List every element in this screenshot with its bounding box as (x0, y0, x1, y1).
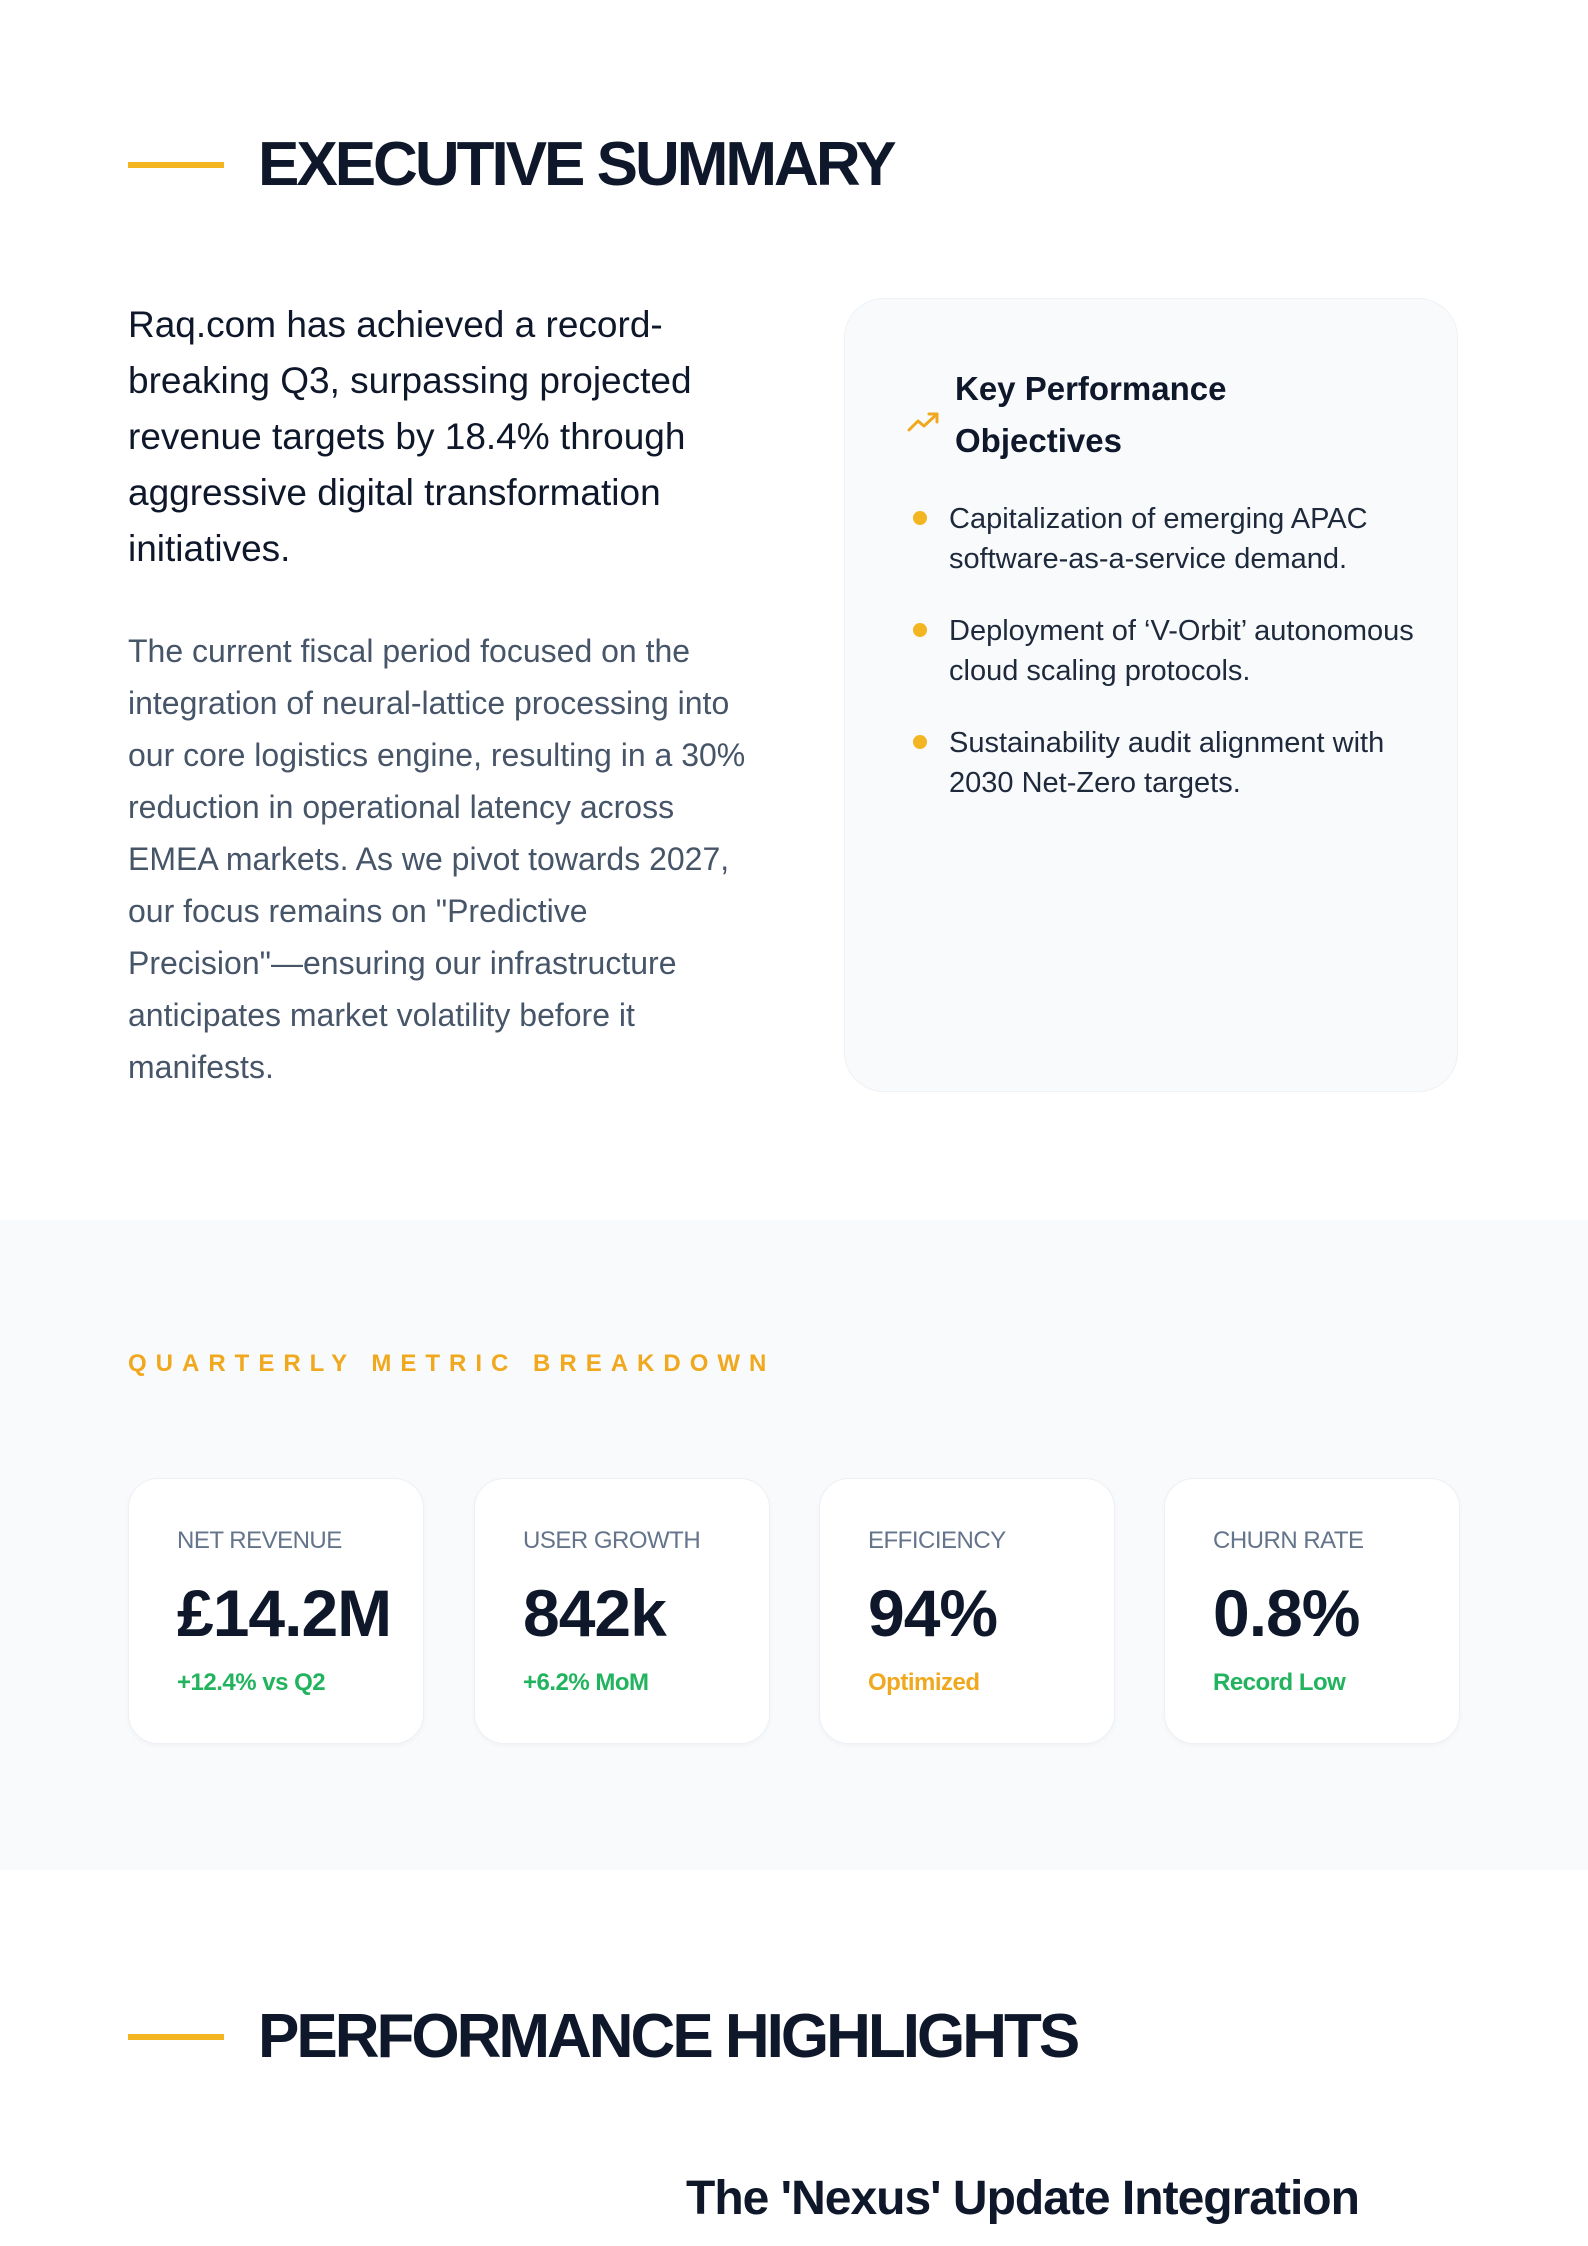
metric-change: +12.4% vs Q2 (177, 1669, 326, 1696)
trending-up-icon (907, 410, 941, 434)
kpo-header (907, 363, 1275, 467)
accent-line (128, 162, 224, 168)
kpo-card (844, 298, 1458, 1092)
section-title: EXECUTIVE SUMMARY (258, 130, 894, 199)
metric-card-net-revenue (128, 1478, 424, 1744)
metric-value: 842k (523, 1576, 666, 1650)
metric-label: USER GROWTH (523, 1527, 701, 1554)
executive-summary-header (128, 130, 894, 199)
nexus-update-heading: The 'Nexus' Update Integration (686, 2172, 1359, 2225)
bullet-dot (913, 735, 927, 749)
metric-change: Optimized (868, 1669, 980, 1696)
list-item (907, 723, 1427, 803)
metric-card-efficiency (819, 1478, 1115, 1744)
list-item-text: Deployment of ‘V-Orbit’ autonomous cloud scaling protocols. (949, 615, 1414, 687)
metric-label: CHURN RATE (1213, 1527, 1364, 1554)
list-item-text: Sustainability audit alignment with 2030 Net-Zero targets. (949, 727, 1385, 799)
performance-highlights-header (128, 2002, 1078, 2071)
metric-label: EFFICIENCY (868, 1527, 1006, 1554)
bullet-dot (913, 511, 927, 525)
kpo-list (907, 499, 1427, 835)
metric-card-churn-rate (1164, 1478, 1460, 1744)
metric-value: 0.8% (1213, 1576, 1360, 1650)
metric-change: +6.2% MoM (523, 1669, 649, 1696)
metrics-section (0, 1220, 1588, 1870)
list-item-text: Capitalization of emerging APAC software-as-a-service demand. (949, 503, 1368, 575)
list-item (907, 611, 1427, 691)
list-item (907, 499, 1427, 579)
bullet-dot (913, 623, 927, 637)
section-title: PERFORMANCE HIGHLIGHTS (258, 2002, 1078, 2071)
metrics-eyebrow: QUARTERLY METRIC BREAKDOWN (128, 1350, 776, 1377)
metric-card-user-growth (474, 1478, 770, 1744)
kpo-title: Key Performance Objectives (955, 370, 1227, 459)
metric-change: Record Low (1213, 1669, 1346, 1696)
metric-value: 94% (868, 1576, 998, 1650)
metric-label: NET REVENUE (177, 1527, 342, 1554)
metric-value: £14.2M (177, 1576, 392, 1650)
body-paragraph: The current fiscal period focused on the integration of neural-lattice processing into our core logistics engine, resulting in a 30% reduction in operational latency across EMEA markets. As we pivot towards 2027, our focus remains on "Predictive Precision"—ensuring our infrastructure anticipates market volatility before it manifests. (128, 633, 746, 1085)
accent-line (128, 2034, 224, 2040)
lead-paragraph: Raq.com has achieved a record-breaking Q3, surpassing projected revenue targets by 18.4% through aggressive digital transformation initiatives. (128, 304, 692, 569)
